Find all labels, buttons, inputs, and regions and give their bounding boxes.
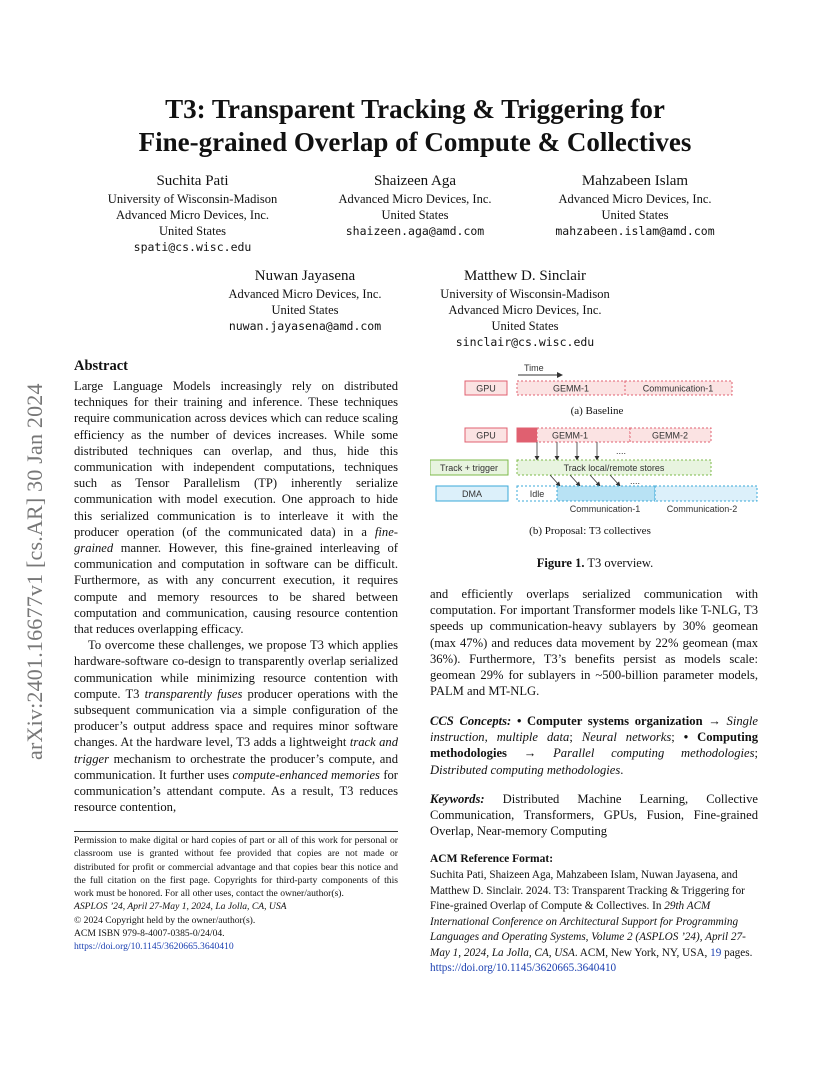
affiliation-line: Advanced Micro Devices, Inc.	[558, 192, 712, 206]
keywords-text: Distributed Machine Learning, Collective Communication, Transformers, GPUs, Fusion, Fine-grained Overlap, Near-memory Computing	[430, 792, 758, 839]
venue-line	[74, 900, 398, 913]
trigger-arrow	[550, 475, 560, 486]
author-block-3	[525, 172, 745, 239]
author-name: Nuwan Jayasena	[254, 268, 356, 284]
figure-1-diagram	[430, 362, 760, 542]
acm-ref-venue: 29th ACM International Conference on Architectural Support for Programming Languages and Operating Systems, Volume 2 (ASPLOS ’24), April 27-May 1, 2024, La Jolla, CA, USA	[430, 900, 746, 959]
page-count-link[interactable]: 19	[710, 946, 722, 959]
trigger-dots: ....	[630, 476, 641, 486]
track-bar-label: Track local/remote stores	[563, 463, 665, 473]
proposal-gemm-1-label: GEMM-1	[552, 430, 588, 441]
country-line: United States	[601, 208, 669, 222]
author-email: shaizeen.aga@amd.com	[345, 224, 485, 238]
abstract-continuation	[430, 586, 758, 699]
author-name: Suchita Pati	[156, 173, 229, 189]
abstract-emphasis: compute-enhanced memories	[232, 767, 380, 782]
author-name: Mahzabeen Islam	[581, 173, 689, 189]
acm-reference	[430, 868, 760, 977]
abstract-text: manner. However, this fine-grained interleaving of communication and computation in software can be difficult. Furthermore, as with any concurrent execution, it requires compute and memory resources to be shared between computation and communication, causing resource contention that reduces overlapping efficacy.	[74, 541, 398, 637]
affiliation-line: University of Wisconsin-Madison	[440, 287, 610, 301]
trigger-arrow	[610, 475, 620, 486]
author-email: sinclair@cs.wisc.edu	[455, 335, 595, 349]
abstract-text: for communication’s attendant compute. As a result, T3 reduces resource contention,	[74, 767, 398, 815]
dma-idle-label: Idle	[529, 489, 545, 499]
dma-label: DMA	[462, 489, 482, 499]
permission-text: Permission to make digital or hard copies of part or all of this work for personal or classroom use is granted without fee provided that copies are not made or distributed for profit or commercial advantage and that copies bear this notice and the full citation on the first page. Copyrights for third-party components of this work must be honored. For all other uses, contact the owner/author(s).	[74, 835, 398, 900]
acm-doi-link[interactable]: https://doi.org/10.1145/3620665.3640410	[430, 962, 617, 974]
footnote-divider	[74, 831, 398, 832]
trigger-arrow	[570, 475, 580, 486]
gpu-dots: ....	[616, 446, 627, 456]
baseline-communication-1-label: Communication-1	[642, 383, 714, 394]
track-trigger-label: Track + trigger	[440, 463, 498, 473]
ccs-term: • Computing methodologies	[430, 730, 759, 761]
abstract-paragraph-2	[74, 637, 398, 815]
ccs-end: .	[620, 762, 624, 777]
acm-ref-text: pages.	[721, 946, 753, 959]
isbn-line: ACM ISBN 979-8-4007-0385-0/24/04.	[74, 928, 225, 940]
subfigure-a-caption: (a) Baseline	[570, 405, 624, 417]
affiliation-line: Advanced Micro Devices, Inc.	[228, 287, 382, 301]
author-email: spati@cs.wisc.edu	[133, 240, 252, 254]
country-line: United States	[491, 319, 559, 333]
ccs-separator: ;	[569, 730, 582, 745]
dma-communication-2-bar	[655, 486, 757, 501]
abstract-heading: Abstract	[74, 358, 128, 374]
author-email: mahzabeen.islam@amd.com	[555, 224, 715, 238]
ccs-label: CCS Concepts:	[430, 714, 512, 728]
ccs-subterm: Distributed computing methodologies	[430, 762, 621, 777]
author-block-4	[195, 267, 415, 334]
baseline-gemm-1-label: GEMM-1	[553, 383, 589, 394]
ccs-separator: ;	[671, 730, 684, 745]
country-line: United States	[158, 224, 226, 238]
affiliation-line: University of Wisconsin-Madison	[107, 192, 278, 206]
subfigure-b-caption: (b) Proposal: T3 collectives	[529, 525, 651, 537]
country-line: United States	[381, 208, 449, 222]
caption-label: Figure 1.	[536, 556, 585, 570]
affiliation-line: Advanced Micro Devices, Inc.	[115, 208, 270, 222]
abstract-emphasis: transparently fuses	[144, 686, 243, 701]
caption-text: T3 overview.	[584, 556, 654, 570]
doi-link[interactable]: https://doi.org/10.1145/3620665.3640410	[74, 941, 234, 953]
gpu-label: GPU	[476, 383, 496, 394]
ccs-subterm: Neural networks	[581, 730, 672, 745]
ccs-term: • Computer systems organization	[516, 714, 703, 728]
dma-communication-1-bar	[557, 486, 655, 501]
ccs-arrow: →	[702, 714, 727, 728]
venue-text: ASPLOS ’24, April 27-May 1, 2024, La Jolla, CA, USA	[74, 901, 287, 913]
arxiv-identifier: arXiv:2401.16677v1 [cs.AR] 30 Jan 2024	[22, 383, 47, 760]
affiliation-line: Advanced Micro Devices, Inc.	[338, 192, 492, 206]
ccs-subterm: Parallel computing methodologies	[553, 746, 755, 761]
abstract-text: mechanism to orchestrate the producer’s compute, and communication. It further uses	[74, 751, 398, 782]
author-email: nuwan.jayasena@amd.com	[228, 319, 382, 333]
author-name: Matthew D. Sinclair	[463, 268, 587, 284]
paper-title	[80, 93, 750, 159]
acm-reference-heading: ACM Reference Format:	[430, 853, 554, 865]
abstract-paragraph-1	[74, 378, 398, 637]
abstract-paragraph-continued: and efficiently overlaps serialized communication with computation. For important Transformer models like T-NLG, T3 speeds up communication-heavy sublayers by 30% geomean (max 47%) and reduces data movement by 22% geomean (max 36%). Furthermore, T3’s benefits persist as models scale: geomean 29% for sublayers in ~500-billion parameter models, PALM and MT-NLG.	[430, 587, 758, 699]
acm-ref-text: Suchita Pati, Shaizeen Aga, Mahzabeen Islam, Nuwan Jayasena, and Matthew D. Sinclair. 2024. T3: Transparent Tracking & Triggering for Fine-grained Overlap of Compute & Collectives. In	[430, 869, 745, 912]
abstract-text: producer operations with the subsequent communication via a simple configuration of the producer’s output address space and requires minor software changes. At the hardware level, T3 adds a lightweight	[74, 686, 398, 750]
figure-1-caption	[430, 556, 760, 571]
keywords	[430, 791, 758, 840]
author-block-2	[305, 172, 525, 239]
acm-ref-text: . ACM, New York, NY, USA,	[574, 946, 711, 959]
abstract-text: To overcome these challenges, we propose T3 which applies hardware-software co-design to transparently overlap serialized communication while minimizing resource contention with compute. T3	[74, 638, 398, 701]
trigger-arrow	[590, 475, 600, 486]
dma-communication-1-label: Communication-1	[569, 504, 641, 514]
gpu-label-b: GPU	[476, 430, 496, 441]
ccs-arrow: →	[506, 746, 554, 761]
gpu-active-segment	[517, 428, 537, 442]
time-label: Time	[524, 363, 544, 373]
affiliation-line: Advanced Micro Devices, Inc.	[448, 303, 602, 317]
title-line-1: T3: Transparent Tracking & Triggering for	[165, 94, 665, 124]
author-name: Shaizeen Aga	[373, 173, 457, 189]
keywords-label: Keywords:	[430, 792, 485, 806]
abstract-body	[74, 378, 398, 815]
copyright-line: © 2024 Copyright held by the owner/author(s).	[74, 914, 256, 926]
author-block-1	[80, 172, 305, 255]
ccs-subterm: Single instruction, multiple data	[430, 714, 759, 745]
country-line: United States	[271, 303, 339, 317]
proposal-gemm-2-label: GEMM-2	[652, 430, 688, 441]
title-line-2: Fine-grained Overlap of Compute & Collectives	[138, 127, 692, 157]
ccs-concepts	[430, 713, 758, 778]
permission-footnote	[74, 834, 398, 954]
ccs-separator: ;	[754, 746, 758, 761]
abstract-emphasis: fine-grained	[74, 524, 398, 556]
author-block-5	[415, 267, 635, 350]
abstract-emphasis: track and trigger	[74, 735, 398, 766]
dma-communication-2-label: Communication-2	[666, 504, 738, 514]
abstract-text: Large Language Models increasingly rely on distributed techniques for their training and inference. These techniques require communication across devices which can reduce scaling efficiency as the number of devices increases. While some distributed techniques can overlap, and thus, hide this communication with independent computations, techniques such as Tensor Parallelism (TP) inherently serialize communication with model execution. One approach to hide this serialized communication is to interleave it with the producer operation (of the communicated data) in a	[74, 379, 398, 539]
